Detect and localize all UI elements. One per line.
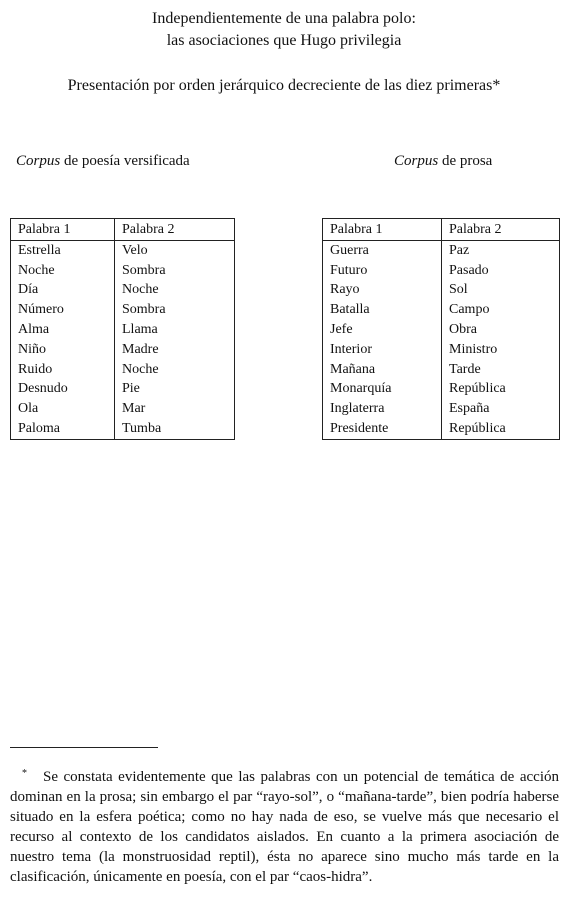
table-cell: Jefe (323, 320, 442, 340)
table-cell: Día (11, 280, 115, 300)
table-row (323, 300, 560, 320)
table-row (11, 419, 235, 439)
footnote-text: Se constata evidentemente que las palabras con un potencial de temática de acción dominan en la prosa; sin embargo el par “rayo-sol”, o “mañana-tarde”, bien podría haberse situado en la esfera poética; como no hay nada de eso, se vuelve más que necesario el recurso al contexto de los candidatos aislados. En cuanto a la primera asociación de nuestro tema (la monstruosidad reptil), ésta no aparece sino mucho más tarde en la clasificación, únicamente en poesía, con el par “caos-hidra”. (10, 769, 559, 885)
table-cell: Mañana (323, 360, 442, 380)
table-row (323, 379, 560, 399)
column-header: Palabra 2 (442, 219, 560, 241)
table-cell: Ministro (449, 341, 498, 357)
table-cell: Paloma (11, 419, 115, 439)
table-header-row (11, 219, 235, 241)
table-row (11, 280, 235, 300)
poetry-corpus-caption (16, 152, 190, 170)
poetry-word-table (10, 218, 235, 440)
table-cell: Ola (11, 399, 115, 419)
table-cell: Llama (122, 321, 158, 337)
table-cell: Presidente (323, 419, 442, 439)
table-row (323, 419, 560, 439)
table-cell: Número (11, 300, 115, 320)
table-cell: Mar (122, 401, 146, 417)
prose-corpus-caption (394, 152, 492, 170)
table-row (323, 320, 560, 340)
table-cell: Tarde (449, 361, 481, 377)
table-row (323, 280, 560, 300)
table-row (323, 261, 560, 281)
table-cell: Rayo (323, 280, 442, 300)
footnote-separator (10, 747, 158, 748)
table-cell: Desnudo (11, 379, 115, 399)
table-row (11, 300, 235, 320)
table-row (323, 240, 560, 260)
table-cell: Noche (122, 361, 159, 377)
table-cell: República (449, 381, 506, 397)
table-row (11, 360, 235, 380)
table-cell: Niño (11, 340, 115, 360)
table-cell: Pasado (449, 262, 489, 278)
table-cell: Noche (11, 261, 115, 281)
title-line-1: Independientemente de una palabra polo: (152, 10, 416, 27)
subtitle: Presentación por orden jerárquico decreciente de las diez primeras* (67, 77, 501, 94)
column-header: Palabra 2 (115, 219, 235, 241)
caption-text: de prosa (438, 153, 493, 169)
table-cell: Velo (122, 242, 148, 258)
footnote-mark: * (22, 768, 27, 779)
table-cell: Ruido (11, 360, 115, 380)
table-cell: Guerra (323, 240, 442, 260)
table-row (323, 340, 560, 360)
table-cell: Sombra (122, 262, 166, 278)
table-cell: Estrella (11, 240, 115, 260)
table-row (11, 399, 235, 419)
table-header-row (323, 219, 560, 241)
table-cell: República (449, 420, 506, 436)
table-row (11, 261, 235, 281)
column-header: Palabra 1 (11, 219, 115, 241)
table-row (323, 399, 560, 419)
table-cell: Sol (449, 282, 468, 298)
table-cell: Monarquía (323, 379, 442, 399)
table-cell: Batalla (323, 300, 442, 320)
table-cell: Campo (449, 302, 490, 318)
table-cell: Obra (449, 321, 477, 337)
table-cell: Pie (122, 381, 140, 397)
table-cell: Noche (122, 282, 159, 298)
caption-text: de poesía versificada (60, 153, 190, 169)
footnote (10, 764, 559, 887)
column-header: Palabra 1 (323, 219, 442, 241)
table-row (11, 320, 235, 340)
table-row (11, 240, 235, 260)
table-cell: Inglaterra (323, 399, 442, 419)
table-cell: Paz (449, 242, 470, 258)
table-cell: Alma (11, 320, 115, 340)
title-line-2: las asociaciones que Hugo privilegia (166, 32, 402, 49)
caption-italic: Corpus (394, 153, 439, 169)
prose-word-table (322, 218, 560, 440)
table-row (11, 379, 235, 399)
table-cell: Sombra (122, 302, 166, 318)
table-cell: Tumba (122, 420, 162, 436)
table-cell: Madre (122, 341, 159, 357)
table-cell: Interior (323, 340, 442, 360)
table-cell: Futuro (323, 261, 442, 281)
table-cell: España (449, 401, 490, 417)
caption-italic: Corpus (16, 153, 61, 169)
table-row (11, 340, 235, 360)
table-row (323, 360, 560, 380)
